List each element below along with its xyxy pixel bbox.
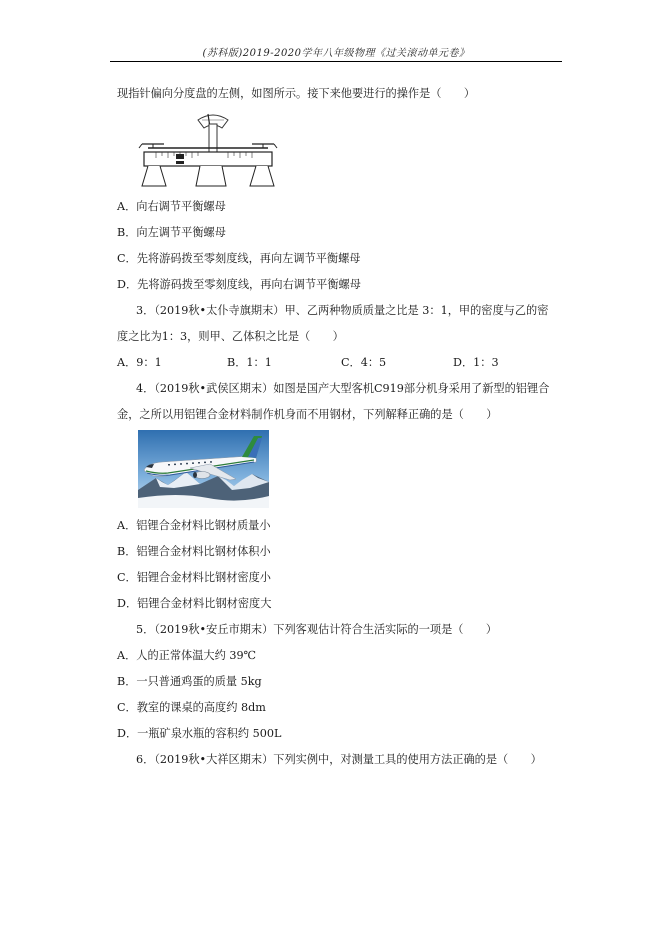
c919-airplane-photo — [138, 430, 269, 508]
q2-stem: 现指针偏向分度盘的左侧，如图所示。接下来他要进行的操作是（ ） — [117, 87, 476, 100]
q2-option-d: D．先将游码拨至零刻度线，再向右调节平衡螺母 — [117, 278, 361, 291]
header-rule — [110, 61, 562, 62]
q3-stem-line2: 度之比为1：3，则甲、乙体积之比是（ ） — [117, 330, 344, 343]
q3-option-a: A．9：1 — [117, 356, 162, 369]
q4-stem-line2: 金，之所以用铝锂合金材料制作机身而不用钢材，下列解释正确的是（ ） — [117, 408, 498, 421]
q2-option-a: A．向右调节平衡螺母 — [117, 200, 226, 213]
balance-figure — [138, 108, 278, 192]
q6-stem: 6．（2019秋•大祥区期末）下列实例中，对测量工具的使用方法正确的是（ ） — [136, 753, 542, 766]
q5-stem: 5．（2019秋•安丘市期末）下列客观估计符合生活实际的一项是（ ） — [136, 623, 498, 636]
q5-option-a: A．人的正常体温大约 39℃ — [117, 649, 257, 662]
q4-option-c: C．铝锂合金材料比钢材密度小 — [117, 571, 271, 584]
q4-stem-line1: 4．（2019秋•武侯区期末）如图是国产大型客机C919部分机身采用了新型的铝锂合 — [136, 382, 550, 395]
q4-option-a: A．铝锂合金材料比钢材质量小 — [117, 519, 271, 532]
q5-option-c: C．教室的课桌的高度约 8dm — [117, 701, 266, 714]
q2-option-b: B．向左调节平衡螺母 — [117, 226, 226, 239]
q5-option-b: B．一只普通鸡蛋的质量 5kg — [117, 675, 262, 688]
q3-option-b: B．1：1 — [227, 356, 272, 369]
q3-options — [117, 355, 527, 371]
q4-option-b: B．铝锂合金材料比钢材体积小 — [117, 545, 271, 558]
q3-option-d: D．1：3 — [453, 356, 499, 369]
q4-option-d: D．铝锂合金材料比钢材密度大 — [117, 597, 272, 610]
q2-option-c: C．先将游码拨至零刻度线，再向左调节平衡螺母 — [117, 252, 361, 265]
page-header: (苏科版)2019-2020学年八年级物理《过关滚动单元卷》 — [202, 48, 470, 59]
q3-option-c: C．4：5 — [341, 356, 387, 369]
q3-stem-line1: 3．（2019秋•太仆寺旗期末）甲、乙两种物质质量之比是 3：1，甲的密度与乙的密 — [136, 304, 549, 317]
q5-option-d: D．一瓶矿泉水瓶的容积约 500L — [117, 727, 282, 740]
